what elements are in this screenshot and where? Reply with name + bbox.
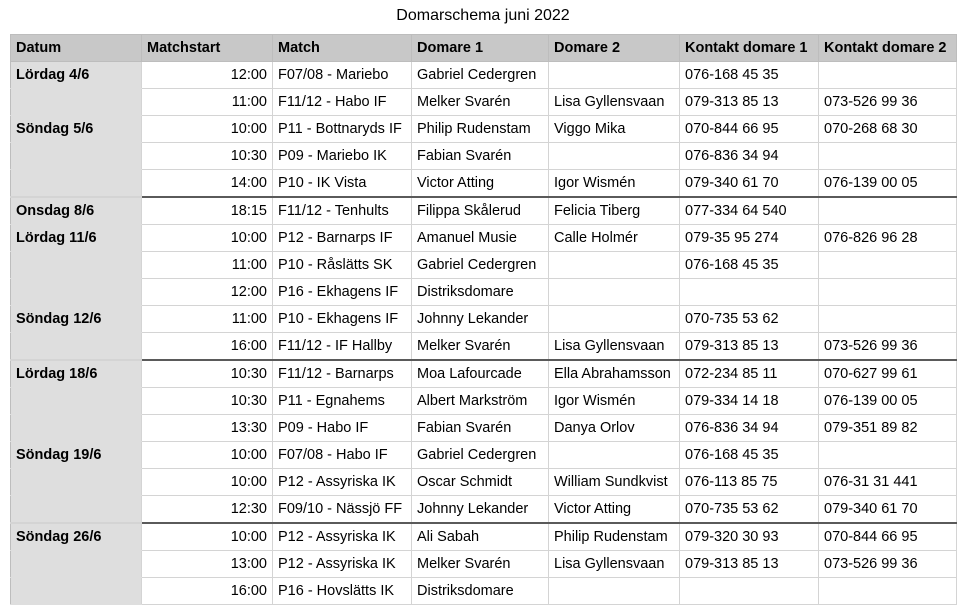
match-cell[interactable]: F11/12 - Tenhults — [273, 197, 412, 225]
domare-1-cell[interactable]: Gabriel Cedergren — [412, 252, 549, 279]
kontakt-domare-2-cell[interactable]: 073-526 99 36 — [819, 333, 957, 361]
kontakt-domare-1-cell[interactable] — [680, 578, 819, 605]
kontakt-domare-1-cell[interactable]: 076-168 45 35 — [680, 442, 819, 469]
kontakt-domare-2-cell[interactable] — [819, 143, 957, 170]
table-row — [11, 551, 957, 578]
matchstart-cell[interactable]: 10:00 — [142, 116, 273, 143]
matchstart-cell[interactable]: 16:00 — [142, 333, 273, 361]
table-row — [11, 252, 957, 279]
day-cell[interactable] — [11, 551, 142, 578]
day-cell[interactable] — [11, 415, 142, 442]
kontakt-domare-2-cell[interactable]: 070-268 68 30 — [819, 116, 957, 143]
table-row — [11, 143, 957, 170]
day-cell[interactable] — [11, 388, 142, 415]
domare-1-cell[interactable]: Gabriel Cedergren — [412, 62, 549, 89]
domare-1-cell[interactable]: Gabriel Cedergren — [412, 442, 549, 469]
match-cell[interactable]: F11/12 - Barnarps — [273, 360, 412, 388]
kontakt-domare-2-cell[interactable]: 076-139 00 05 — [819, 170, 957, 198]
matchstart-cell[interactable]: 10:00 — [142, 225, 273, 252]
kontakt-domare-2-cell[interactable] — [819, 306, 957, 333]
table-row — [11, 225, 957, 252]
kontakt-domare-1-cell[interactable]: 079-35 95 274 — [680, 225, 819, 252]
day-cell[interactable]: Lördag 11/6 — [11, 225, 142, 252]
table-row — [11, 116, 957, 143]
matchstart-cell[interactable]: 12:00 — [142, 279, 273, 306]
domare-2-cell[interactable]: Lisa Gyllensvaan — [549, 551, 680, 578]
kontakt-domare-1-cell[interactable]: 070-735 53 62 — [680, 496, 819, 524]
match-cell[interactable]: F07/08 - Mariebo — [273, 62, 412, 89]
matchstart-cell[interactable]: 11:00 — [142, 306, 273, 333]
kontakt-domare-1-cell[interactable]: 076-836 34 94 — [680, 415, 819, 442]
column-header-kontakt-domare-1[interactable]: Kontakt domare 1 — [680, 35, 819, 62]
domare-1-cell[interactable]: Fabian Svarén — [412, 143, 549, 170]
day-cell[interactable] — [11, 333, 142, 361]
match-cell[interactable]: P16 - Hovslätts IK — [273, 578, 412, 605]
kontakt-domare-1-cell[interactable]: 077-334 64 540 — [680, 197, 819, 225]
table-row — [11, 333, 957, 361]
match-cell[interactable]: P11 - Bottnaryds IF — [273, 116, 412, 143]
day-cell[interactable] — [11, 143, 142, 170]
kontakt-domare-2-cell[interactable] — [819, 197, 957, 225]
domare-1-cell[interactable]: Fabian Svarén — [412, 415, 549, 442]
kontakt-domare-1-cell[interactable]: 076-168 45 35 — [680, 252, 819, 279]
table-row — [11, 388, 957, 415]
kontakt-domare-2-cell[interactable]: 070-627 99 61 — [819, 360, 957, 388]
kontakt-domare-2-cell[interactable] — [819, 442, 957, 469]
kontakt-domare-2-cell[interactable] — [819, 252, 957, 279]
table-row — [11, 523, 957, 551]
day-cell[interactable]: Söndag 5/6 — [11, 116, 142, 143]
domare-2-cell[interactable]: Viggo Mika — [549, 116, 680, 143]
matchstart-cell[interactable]: 18:15 — [142, 197, 273, 225]
match-cell[interactable]: F09/10 - Nässjö FF — [273, 496, 412, 524]
domare-2-cell[interactable]: Calle Holmér — [549, 225, 680, 252]
domare-1-cell[interactable]: Johnny Lekander — [412, 496, 549, 524]
header-row — [11, 35, 957, 62]
domare-1-cell[interactable]: Moa Lafourcade — [412, 360, 549, 388]
day-cell[interactable]: Lördag 4/6 — [11, 62, 142, 89]
kontakt-domare-1-cell[interactable]: 076-113 85 75 — [680, 469, 819, 496]
match-cell[interactable]: P16 - Ekhagens IF — [273, 279, 412, 306]
kontakt-domare-2-cell[interactable]: 076-826 96 28 — [819, 225, 957, 252]
domare-1-cell[interactable]: Victor Atting — [412, 170, 549, 198]
day-cell[interactable]: Lördag 18/6 — [11, 360, 142, 388]
domare-2-cell[interactable]: Igor Wismén — [549, 388, 680, 415]
kontakt-domare-1-cell[interactable]: 079-313 85 13 — [680, 333, 819, 361]
matchstart-cell[interactable]: 14:00 — [142, 170, 273, 198]
matchstart-cell[interactable]: 11:00 — [142, 252, 273, 279]
kontakt-domare-1-cell[interactable]: 079-320 30 93 — [680, 523, 819, 551]
domare-2-cell[interactable] — [549, 442, 680, 469]
domare-1-cell[interactable]: Philip Rudenstam — [412, 116, 549, 143]
day-cell[interactable]: Söndag 26/6 — [11, 523, 142, 551]
match-cell[interactable]: P12 - Barnarps IF — [273, 225, 412, 252]
table-row — [11, 442, 957, 469]
match-cell[interactable]: P09 - Mariebo IK — [273, 143, 412, 170]
kontakt-domare-2-cell[interactable]: 076-31 31 441 — [819, 469, 957, 496]
column-header-kontakt-domare-2[interactable]: Kontakt domare 2 — [819, 35, 957, 62]
day-cell[interactable]: Söndag 19/6 — [11, 442, 142, 469]
domare-2-cell[interactable] — [549, 62, 680, 89]
kontakt-domare-2-cell[interactable] — [819, 279, 957, 306]
domare-2-cell[interactable] — [549, 279, 680, 306]
domare-2-cell[interactable]: Philip Rudenstam — [549, 523, 680, 551]
kontakt-domare-1-cell[interactable]: 076-836 34 94 — [680, 143, 819, 170]
match-cell[interactable]: P11 - Egnahems — [273, 388, 412, 415]
kontakt-domare-1-cell[interactable]: 072-234 85 11 — [680, 360, 819, 388]
domare-1-cell[interactable]: Amanuel Musie — [412, 225, 549, 252]
match-cell[interactable]: F11/12 - Habo IF — [273, 89, 412, 116]
day-cell[interactable]: Onsdag 8/6 — [11, 197, 142, 225]
table-row — [11, 415, 957, 442]
matchstart-cell[interactable]: 12:00 — [142, 62, 273, 89]
domare-1-cell[interactable]: Filippa Skålerud — [412, 197, 549, 225]
domare-2-cell[interactable] — [549, 143, 680, 170]
kontakt-domare-1-cell[interactable]: 076-168 45 35 — [680, 62, 819, 89]
match-cell[interactable]: P09 - Habo IF — [273, 415, 412, 442]
domare-1-cell[interactable]: Distriksdomare — [412, 578, 549, 605]
domare-1-cell[interactable]: Albert Markström — [412, 388, 549, 415]
kontakt-domare-2-cell[interactable]: 079-340 61 70 — [819, 496, 957, 524]
kontakt-domare-1-cell[interactable]: 079-334 14 18 — [680, 388, 819, 415]
matchstart-cell[interactable]: 16:00 — [142, 578, 273, 605]
domare-1-cell[interactable]: Ali Sabah — [412, 523, 549, 551]
kontakt-domare-2-cell[interactable]: 079-351 89 82 — [819, 415, 957, 442]
table-row — [11, 279, 957, 306]
day-cell[interactable] — [11, 279, 142, 306]
domare-2-cell[interactable]: Ella Abrahamsson — [549, 360, 680, 388]
matchstart-cell[interactable]: 10:30 — [142, 388, 273, 415]
day-cell[interactable] — [11, 496, 142, 524]
kontakt-domare-1-cell[interactable]: 070-844 66 95 — [680, 116, 819, 143]
domare-1-cell[interactable]: Melker Svarén — [412, 333, 549, 361]
table-row — [11, 469, 957, 496]
match-cell[interactable]: P10 - Ekhagens IF — [273, 306, 412, 333]
table-row — [11, 197, 957, 225]
kontakt-domare-2-cell[interactable] — [819, 62, 957, 89]
match-cell[interactable]: P12 - Assyriska IK — [273, 551, 412, 578]
domare-1-cell[interactable]: Melker Svarén — [412, 89, 549, 116]
kontakt-domare-1-cell[interactable]: 070-735 53 62 — [680, 306, 819, 333]
day-cell[interactable] — [11, 89, 142, 116]
matchstart-cell[interactable]: 10:00 — [142, 469, 273, 496]
domare-1-cell[interactable]: Oscar Schmidt — [412, 469, 549, 496]
day-cell[interactable] — [11, 170, 142, 198]
match-cell[interactable]: P12 - Assyriska IK — [273, 523, 412, 551]
match-cell[interactable]: P12 - Assyriska IK — [273, 469, 412, 496]
table-row — [11, 306, 957, 333]
matchstart-cell[interactable]: 11:00 — [142, 89, 273, 116]
domare-2-cell[interactable] — [549, 306, 680, 333]
table-row — [11, 360, 957, 388]
kontakt-domare-2-cell[interactable]: 076-139 00 05 — [819, 388, 957, 415]
table-row — [11, 62, 957, 89]
page-title: Domarschema juni 2022 — [396, 7, 570, 24]
domare-1-cell[interactable]: Distriksdomare — [412, 279, 549, 306]
domare-2-cell[interactable]: Igor Wismén — [549, 170, 680, 198]
domare-2-cell[interactable] — [549, 252, 680, 279]
kontakt-domare-1-cell[interactable]: 079-313 85 13 — [680, 89, 819, 116]
table-row — [11, 496, 957, 524]
table-row — [11, 578, 957, 605]
domare-1-cell[interactable]: Melker Svarén — [412, 551, 549, 578]
day-cell[interactable] — [11, 469, 142, 496]
column-header-matchstart[interactable]: Matchstart — [142, 35, 273, 62]
matchstart-cell[interactable]: 12:30 — [142, 496, 273, 524]
schedule-table — [10, 34, 957, 605]
matchstart-cell[interactable]: 10:30 — [142, 143, 273, 170]
column-header-match[interactable]: Match — [273, 35, 412, 62]
domare-2-cell[interactable] — [549, 578, 680, 605]
match-cell[interactable]: F07/08 - Habo IF — [273, 442, 412, 469]
match-cell[interactable]: P10 - IK Vista — [273, 170, 412, 198]
kontakt-domare-2-cell[interactable]: 073-526 99 36 — [819, 89, 957, 116]
domare-1-cell[interactable]: Johnny Lekander — [412, 306, 549, 333]
day-cell[interactable]: Söndag 12/6 — [11, 306, 142, 333]
table-row — [11, 170, 957, 198]
kontakt-domare-1-cell[interactable]: 079-340 61 70 — [680, 170, 819, 198]
matchstart-cell[interactable]: 10:30 — [142, 360, 273, 388]
match-cell[interactable]: F11/12 - IF Hallby — [273, 333, 412, 361]
column-header-domare-2[interactable]: Domare 2 — [549, 35, 680, 62]
matchstart-cell[interactable]: 10:00 — [142, 523, 273, 551]
domare-2-cell[interactable]: Lisa Gyllensvaan — [549, 89, 680, 116]
match-cell[interactable]: P10 - Råslätts SK — [273, 252, 412, 279]
table-row — [11, 89, 957, 116]
domare-2-cell[interactable]: Victor Atting — [549, 496, 680, 524]
kontakt-domare-2-cell[interactable] — [819, 578, 957, 605]
kontakt-domare-2-cell[interactable]: 070-844 66 95 — [819, 523, 957, 551]
day-cell[interactable] — [11, 252, 142, 279]
kontakt-domare-2-cell[interactable]: 073-526 99 36 — [819, 551, 957, 578]
column-header-datum[interactable]: Datum — [11, 35, 142, 62]
kontakt-domare-1-cell[interactable] — [680, 279, 819, 306]
domare-2-cell[interactable]: Felicia Tiberg — [549, 197, 680, 225]
matchstart-cell[interactable]: 13:30 — [142, 415, 273, 442]
kontakt-domare-1-cell[interactable]: 079-313 85 13 — [680, 551, 819, 578]
domare-2-cell[interactable]: William Sundkvist — [549, 469, 680, 496]
day-cell[interactable] — [11, 578, 142, 605]
domare-2-cell[interactable]: Lisa Gyllensvaan — [549, 333, 680, 361]
domare-2-cell[interactable]: Danya Orlov — [549, 415, 680, 442]
matchstart-cell[interactable]: 13:00 — [142, 551, 273, 578]
column-header-domare-1[interactable]: Domare 1 — [412, 35, 549, 62]
matchstart-cell[interactable]: 10:00 — [142, 442, 273, 469]
